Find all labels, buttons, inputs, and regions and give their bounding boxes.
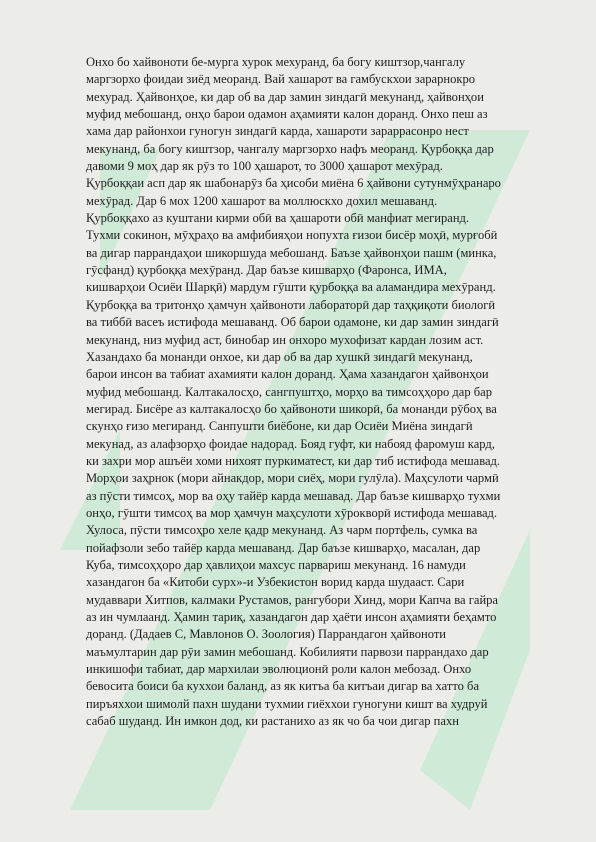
text-line: Қурбоққа ва тритонҳо ҳамчун ҳайвоноти лабораторӣ дар таҳқиқоти биологӣ — [86, 297, 496, 312]
text-line: Қурбоққахо аз куштани кирми обӣ ва ҳашароти обӣ манфиат мегиранд. — [86, 211, 470, 226]
text-line: мекунанд, ба богу киштзор, чангалу маргзорхо нафъ меоранд. Қурбоққа дар — [86, 141, 494, 156]
text-line: муфид мебошанд. Калтакалосҳо, сангпуштҳо, морҳо ва тимсоҳҳоро дар бар — [86, 384, 493, 399]
text-line: мудаввари Хитпов, калмаки Рустамов, рангубори Хинд, мори Капча ва гайра — [86, 592, 499, 607]
text-line: пиръяххои шимолй пахн шудани тухмии гиёххои гуногуни кишт ва худруй — [86, 696, 488, 711]
text-line: ки захри мор ашъёи хоми нихоят пуркиматест, ки дар тиб истифода мешавад. — [86, 453, 501, 468]
text-line: аз пӯсти тимсоҳ, мор ва оҳу тайёр карда мешавад. Дар баъзе кишварҳо тухми — [86, 488, 501, 503]
text-line: ва дигар паррандаҳои шикоршуда мебошанд. Баъзе ҳайвонҳои пашм (минка, — [86, 245, 497, 260]
text-line: Тухми сокинон, мӯҳраҳо ва амфибияҳои нопухта ғизои бисёр моҳӣ, мурғобӣ — [86, 228, 498, 243]
text-line: сабаб шуданд. Ин имкон дод, ки растанихо аз як чо ба чои дигар пахн — [86, 714, 459, 729]
text-line: доранд. (Дадаев С, Мавлонов О. Зоология) Паррандагон ҳайвоноти — [86, 627, 447, 642]
text-line: ва тиббӣ васеъ истифода мешаванд. Об барои одамоне, ки дар замин зиндагӣ — [86, 315, 499, 330]
text-line: мегирад. Бисёре аз калтакалосҳо бо ҳайвоноти шикорӣ, ба монанди рӯбоҳ ва — [86, 401, 497, 416]
text-line: скунҳо ғизо мегиранд. Санпушти биёбоне, ки дар Осиёи Миёна зиндагӣ — [86, 419, 473, 434]
text-line: Хазандахо ба монанди онхое, ки дар об ва дар хушкӣ зиндагӣ мекунанд, — [86, 349, 473, 364]
text-line: муфид мебошанд, онҳо барои одамон аҳамияти калон доранд. Онхо пеш аз — [86, 107, 488, 122]
text-line: Морҳои заҳрнок (мори айнакдор, мори сиёҳ, мори гулӯла). Маҳсулоти чармӣ — [86, 471, 499, 486]
text-line: аз ин чумлаанд. Ҳамин тариқ, хазандагон дар ҳаёти инсон аҳамияти беҳамто — [86, 610, 497, 624]
text-line: Куба, тимсоҳҳоро дар ҳавлиҳои махсус парвариш мекунанд. 16 намуди — [86, 557, 466, 572]
text-line: онҳо, гӯшти тимсоҳ ва мор ҳамчун маҳсулоти хӯрокворӣ истифода мешавад. — [86, 505, 498, 520]
text-line: давоми 9 моҳ дар як рӯз то 100 ҳашарот, то 3000 ҳашарот мехӯрад. — [86, 159, 443, 174]
text-line: Хулоса, пӯсти тимсоҳро хеле қадр мекунанд. Аз чарм портфель, сумка ва — [86, 523, 478, 538]
text-line: инкишофи табиат, дар мархилаи эволюционӣ роли калон мебозад. Онхо — [86, 662, 472, 677]
text-line: хама дар районхои гуногун зиндагӣ карда, хашароти зараррасонро нест — [86, 124, 469, 139]
text-line: бевосита боиси ба куххои баланд, аз як китъа ба китъаи дигар ва хатто ба — [86, 679, 480, 694]
body-text — [86, 54, 552, 730]
text-line: мехӯрад. Дар 6 мох 1200 хашарот ва моллюскхо дохил мешаванд. — [86, 193, 438, 208]
text-line: пойафзоли зебо тайёр карда мешаванд. Дар баъзе кишварҳо, масалан, дар — [86, 540, 481, 555]
text-line: Қурбоққаи асп дар як шабонарӯз ба ҳисоби миёна 6 ҳайвони сутунмӯҳранаро — [86, 176, 501, 191]
text-line: мекунад, аз алафзорҳо фоидае надорад. Бояд гуфт, ки набояд фаромуш кард, — [86, 436, 495, 451]
text-line: мехурад. Ҳайвонҳое, ки дар об ва дар замин зиндагӣ мекунанд, ҳайвонҳои — [86, 89, 484, 104]
text-line: мекунанд, низ муфид аст, бинобар ин онхоро мухофизат кардан лозим аст. — [86, 332, 484, 347]
text-line: маргзорхо фоидаи зиёд меоранд. Вай хашарот ва гамбускхои зарарнокро — [86, 72, 476, 87]
text-line: маъмултарин дар рӯи замин мебошанд. Кобилияти парвози паррандахо дар — [86, 644, 489, 659]
text-line: Онхо бо хайвоноти бе-мурга хурок мехуранд, ба богу киштзор,чангалу — [86, 55, 466, 69]
text-line: хазандагон ба «Китоби сурх»-и Узбекистон ворид карда шудааст. Сари — [86, 575, 465, 590]
text-line: гӯсфанд) қурбоққа мехӯранд. Дар баъзе кишварҳо (Фаронса, ИМА, — [86, 263, 447, 278]
text-line: барои инсон ва табиат ахамияти калон доранд. Ҳама хазандагон ҳайвонҳои — [86, 367, 489, 382]
text-line: кишварҳои Осиёи Шарқӣ) мардум гӯшти қурбоққа ва аламандира мехӯранд. — [86, 280, 496, 295]
